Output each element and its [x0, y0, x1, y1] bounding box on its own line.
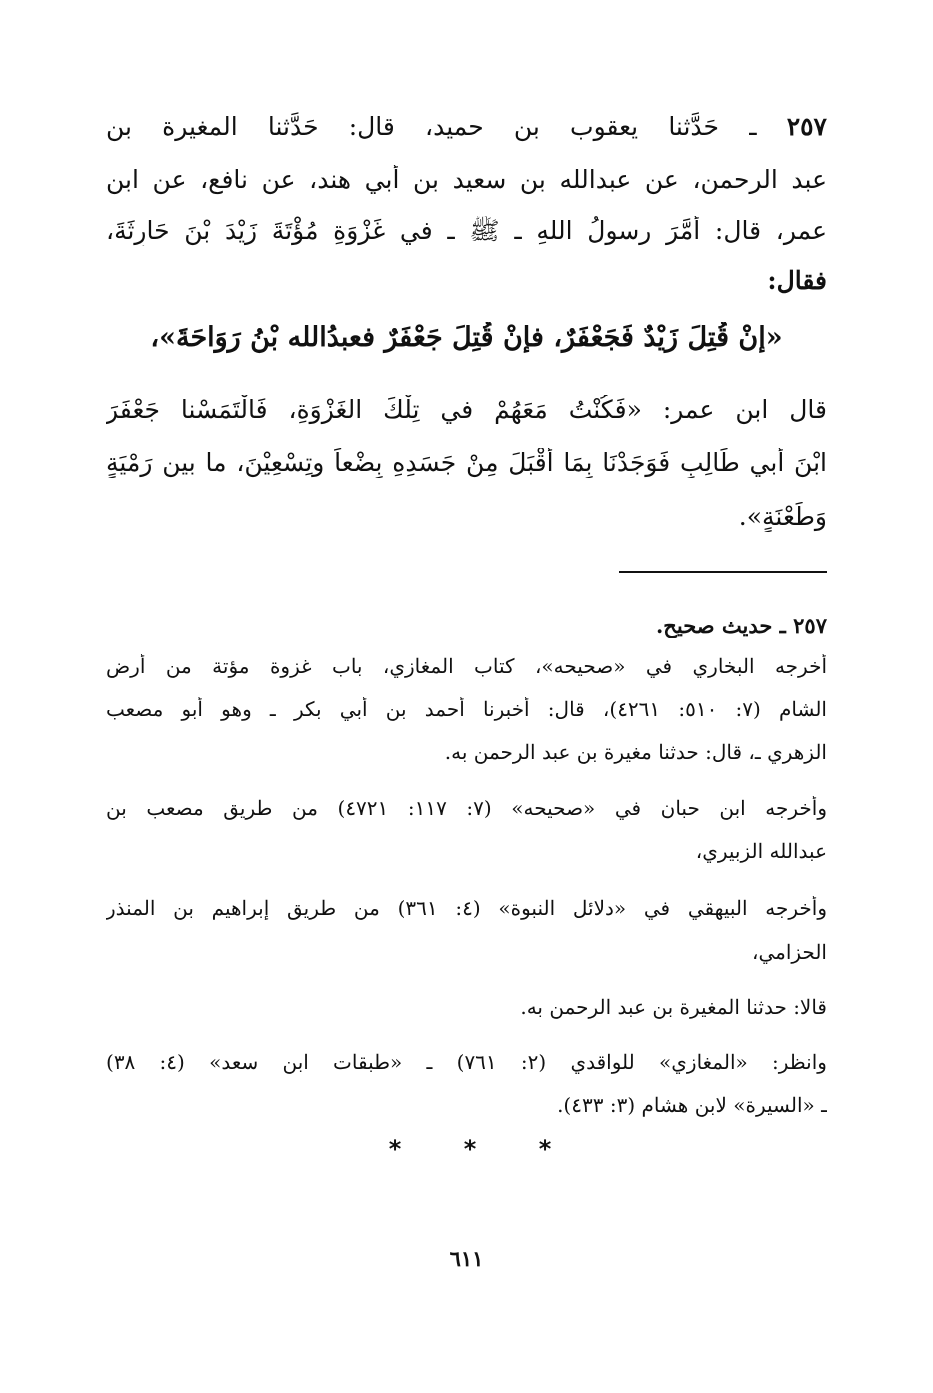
- hadith-quote: «إنْ قُتِلَ زَيْدٌ فَجَعْفَرٌ، فإنْ قُتِلَ جَعْفَرٌ فعبدُالله بْنُ رَوَاحَةَ»،: [150, 322, 783, 353]
- page-number: ٦١١: [449, 1246, 484, 1271]
- main-line-2: عبد الرحمن، عن عبدالله بن سعيد بن أبي هند، عن نافع، عن ابن: [106, 165, 827, 194]
- main-line-1: [106, 112, 827, 142]
- star-ornament-1: *: [388, 1135, 402, 1163]
- footnote-p2-line-1: وأخرجه ابن حبان في «صحيحه» (٧: ١١٧: ٤٧٢١) من طريق مصعب بن: [106, 796, 827, 820]
- main-line-4: فقال:: [767, 266, 827, 295]
- footnote-heading: ٢٥٧ ـ حديث صحيح.: [656, 613, 827, 638]
- footnote-p4-line-1: قالا: حدثنا المغيرة بن عبد الرحمن به.: [520, 995, 827, 1019]
- section-end-stars: [380, 1134, 560, 1164]
- footnote-p3-line-2: الحزامي،: [752, 940, 827, 964]
- footnote-p3-line-1: وأخرجه البيهقي في «دلائل النبوة» (٤: ٣٦١) من طريق إبراهيم بن المنذر: [106, 896, 827, 920]
- star-ornament-3: *: [538, 1135, 552, 1163]
- footnote-separator-rule: [619, 571, 827, 573]
- main-line-1-text: ـ حَدَّثنا يعقوب بن حميد، قال: حَدَّثنا المغيرة بن: [106, 112, 757, 141]
- star-ornament-2: *: [463, 1135, 477, 1163]
- main-line-6: قال ابن عمر: «فَكُنْتُ مَعَهُمْ في تِلْكَ الغَزْوَةِ، فَالْتَمَسْنا جَعْفَرَ: [106, 395, 827, 424]
- main-line-3: عمر، قال: أَمَّرَ رسولُ اللهِ ـ ﷺ ـ في غَزْوَةِ مُؤْتَةَ زَيْدَ بْنَ حَارِثَةَ،: [106, 216, 827, 245]
- main-line-8: وَطَعْنَةٍ».: [738, 502, 827, 531]
- footnote-p1-line-3: الزهري ـ، قال: حدثنا مغيرة بن عبد الرحمن به.: [444, 740, 827, 764]
- footnote-p5-line-2: ـ «السيرة» لابن هشام (٣: ٤٣٣).: [557, 1093, 827, 1117]
- main-line-7: ابْنَ أبي طَالِبٍ فَوَجَدْنَا بِمَا أَقْبَلَ مِنْ جَسَدِهِ بِضْعاً وتِسْعِيْنَ، ما بين رَمْيَةٍ: [106, 448, 827, 477]
- footnote-p2-line-2: عبدالله الزبيري،: [695, 839, 827, 863]
- footnote-p1-line-1: أخرجه البخاري في «صحيحه»، كتاب المغازي، باب غزوة مؤتة من أرض: [106, 654, 827, 678]
- footnote-p5-line-1: وانظر: «المغازي» للواقدي (٢: ٧٦١) ـ «طبقات ابن سعد» (٤: ٣٨): [106, 1050, 827, 1074]
- footnote-p1-line-2: الشام (٧: ٥١٠: ٤٢٦١)، قال: أخبرنا أحمد بن أبي بكر ـ وهو أبو مصعب: [106, 697, 827, 721]
- hadith-number: ٢٥٧: [786, 112, 827, 141]
